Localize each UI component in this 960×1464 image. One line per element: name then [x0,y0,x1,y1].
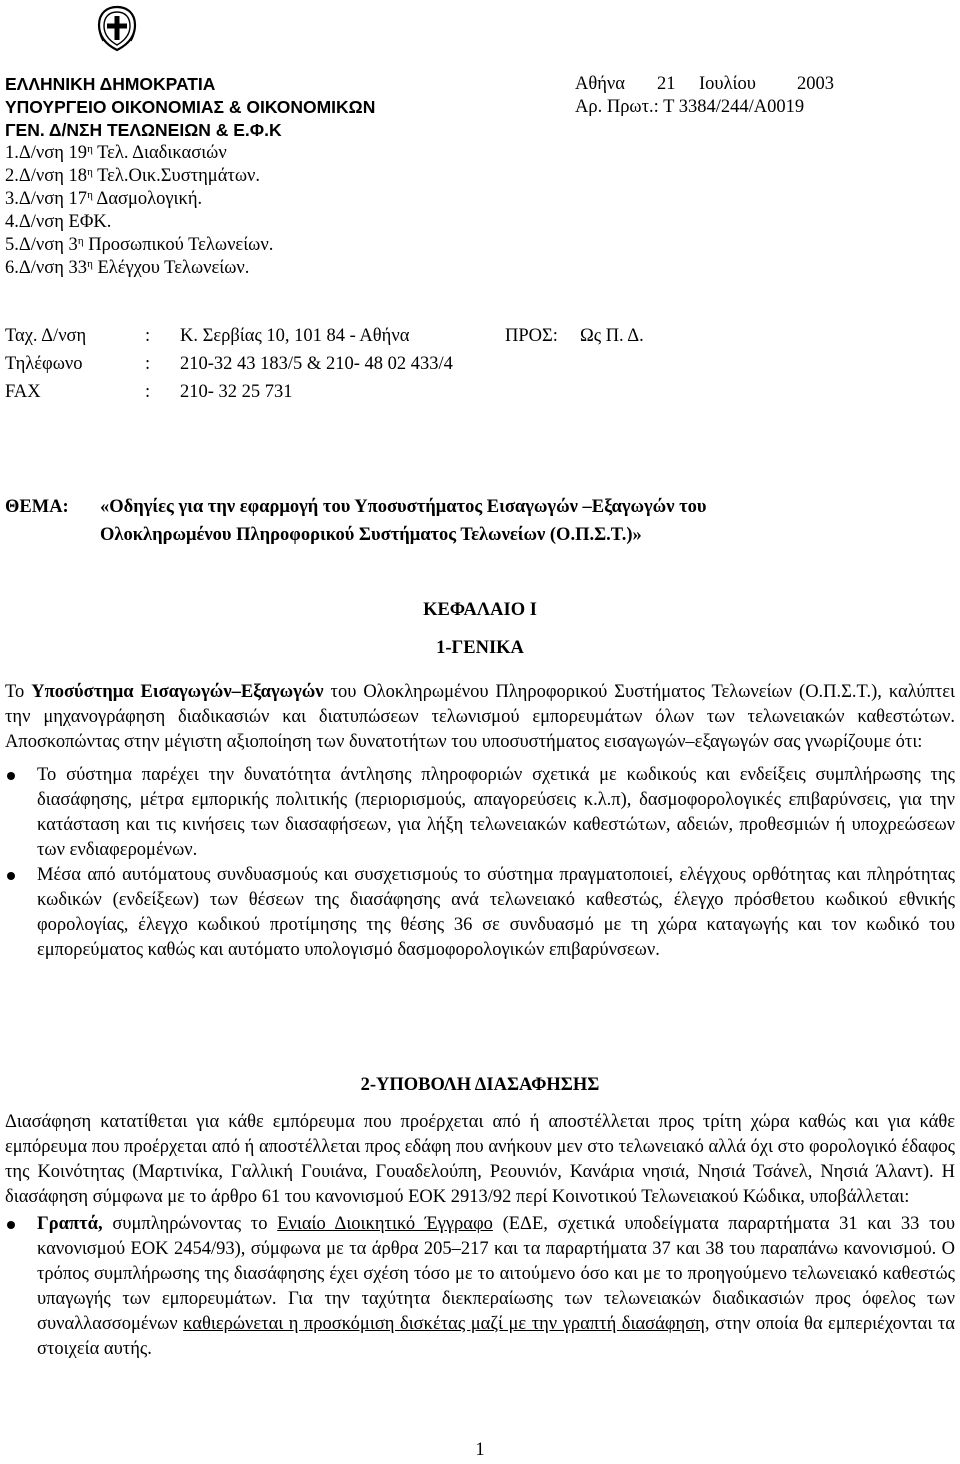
recipient-directorate: 6.Δ/νση $33^\eta$ Ελέγχου Τελωνείων. [5,258,250,278]
section-2-body [5,1110,955,1362]
phone-value: 210-32 43 183/5 & 210- 48 02 433/4 [180,354,453,374]
list-item: Γραπτά, συμπληρώνοντας το Ενιαίο Διοικητικό Έγγραφο (ΕΔΕ, σχετικά υποδείγματα παραρτήματα 31 και 33 του κανονισμού ΕΟΚ 2454/93), σύμφωνα με τα άρθρα 205–217 και τα παραρτήματα 37 και 38 του παραπάνω κανονισμού. Ο τρόπος συμπλήρωσης της διασάφησης έχει σχέση τόσο με το αιτούμενο όσο και με το προηγούμενο τελωνειακό καθεστώς υπαγωγής των εμπορευμάτων. Για την ταχύτητα διεκπεραίωσης των τελωνειακών διαδικασιών προς όφελος των συναλλασσομένων καθιερώνεται η προσκόμιση δισκέτας μαζί με την γραπτή διασάφηση, στην οποία θα εμπεριέχονται τα στοιχεία αυτής. [5,1212,955,1362]
list-item: Το σύστημα παρέχει την δυνατότητα άντλησης πληροφοριών σχετικά με κωδικούς και ενδείξεις συμπλήρωσης της διασάφησης, μέτρα εμπορικής πολιτικής (περιορισμούς, απαγορεύσεις κ.λ.π), δασμοφορολογικές επιβαρύνσεις, για την κατάσταση και τις κινήσεις των διασαφήσεων, για λήξη τελωνειακών καθεστώτων, αδειών, προθεσμιών ή υποχρεώσεων των ενδιαφερομένων. [5,763,955,863]
greek-coat-of-arms-icon [93,3,141,53]
recipient-directorate: 5.Δ/νση $3^\eta$ Προσωπικού Τελωνείων. [5,235,274,255]
directorate-name: ΓΕΝ. Δ/ΝΣΗ ΤΕΛΩΝΕΙΩΝ & Ε.Φ.Κ [5,120,282,140]
phone-row: Τηλέφωνο : 210-32 43 183/5 & 210- 48 02 433/4 [5,354,453,374]
recipient-directorate: 1.Δ/νση $19^\eta$ Τελ. Διαδικασιών [5,143,227,163]
address-row: Ταχ. Δ/νση : Κ. Σερβίας 10, 101 84 - Αθήνα ΠΡΟΣ: Ως Π. Δ. [5,322,453,350]
section-title: 1-ΓΕΝΙΚΑ [436,638,524,658]
bullet-icon [7,1221,15,1229]
document-date: Αθήνα 21 Ιουλίου 2003 [575,74,834,94]
sender-block [5,73,565,280]
country-name: ΕΛΛΗΝΙΚΗ ΔΗΜΟΚΡΑΤΙΑ [5,74,216,94]
fax-value: 210- 32 25 731 [180,382,293,402]
ministry-name: ΥΠΟΥΡΓΕΙΟ ΟΙΚΟΝΟΜΙΑΣ & ΟΙΚΟΝΟΜΙΚΩΝ [5,97,376,117]
submission-list [5,1212,955,1362]
sad-document-link: Ενιαίο Διοικητικό Έγγραφο [277,1214,493,1234]
recipient-directorate: 3.Δ/νση $17^\eta$ Δασμολογική. [5,189,203,209]
recipient: ΠΡΟΣ: Ως Π. Δ. [505,326,644,346]
subject-block [5,493,706,549]
subject-line: Ολοκληρωμένου Πληροφορικού Συστήματος Τελωνείων (Ο.Π.Σ.Τ.)» [100,525,642,545]
fax-row: FAX : 210- 32 25 731 [5,382,293,402]
subject-label: ΘΕΜΑ: [5,497,69,517]
section-title: 2-ΥΠΟΒΟΛΗ ΔΙΑΣΑΦΗΣΗΣ [360,1075,600,1095]
date-block [575,73,834,119]
bullet-icon [7,872,15,880]
recipient-directorate: 2.Δ/νση $18^\eta$ Τελ.Οικ.Συστημάτων. [5,166,261,186]
bullet-icon [7,772,15,780]
intro-paragraph: Το Υποσύστημα Εισαγωγών–Εξαγωγών του Ολοκληρωμένου Πληροφορικού Συστήματος Τελωνείων (Ο.Π.Σ.Τ.), καλύπτει την μηχανογράφηση διαδικασιών και διατυπώσεων τελωνισμού εμπορευμάτων όλων των τελωνειακών καθεστώτων. Αποσκοπώντας στην μέγιστη αξιοποίηση των δυνατοτήτων του υποσυστήματος εισαγωγών–εξαγωγών σας γνωρίζουμε ότι: [5,682,956,752]
declaration-paragraph: Διασάφηση κατατίθεται για κάθε εμπόρευμα που προέρχεται από ή αποστέλλεται προς τρίτη χώρα καθώς και για κάθε εμπόρευμα που προέρχεται από ή αποστέλλεται προς εδάφη που ανήκουν μεν στο τελωνειακό αλλά όχι στο φορολογικό έδαφος της Κοινότητας (Μαρτινίκα, Γαλλική Γουιάνα, Γουαδελούπη, Ρεουνιόν, Κανάρια νησιά, Νησιά Τσάνελ, Νησιά Άλαντ). Η διασάφηση σύμφωνα με το άρθρο 61 του κανονισμού ΕΟΚ 2913/92 περί Κοινοτικού Τελωνειακού Κώδικα, υποβάλλεται: [5,1112,955,1207]
protocol-number: Αρ. Πρωτ.: Τ 3384/244/Α0019 [575,97,805,117]
section-1-body [5,680,955,963]
features-list [5,763,955,963]
recipient-directorate: 4.Δ/νση ΕΦΚ. [5,212,112,232]
subject-line: «Οδηγίες για την εφαρμογή του Υποσυστήματος Εισαγωγών –Εξαγωγών του [100,497,707,517]
contact-block [5,322,644,406]
list-item: Μέσα από αυτόματους συνδυασμούς και συσχετισμούς το σύστημα πραγματοποιεί, ελέγχους ορθότητας και πληρότητας κωδικών (ενδείξεων) των θέσεων της διασάφησης ανά τελωνειακό καθεστώς, έλεγχο πρόσθετου κωδικού εθνικής φορολογίας, έλεγχο κωδικού προτίμησης της θέσης 36 σε συνδυασμό με τη χώρα καταγωγής και τον κωδικό του εμπορεύματος καθώς και αυτόματο υπολογισμό δασμοφορολογικών επιβαρύνσεων. [5,863,955,963]
address-value: Κ. Σερβίας 10, 101 84 - Αθήνα [180,326,410,346]
chapter-title: ΚΕΦΑΛΑΙΟ Ι [423,600,537,620]
subsystem-name: Υποσύστημα Εισαγωγών–Εξαγωγών [31,682,324,702]
page-number: 1 [475,1440,485,1460]
